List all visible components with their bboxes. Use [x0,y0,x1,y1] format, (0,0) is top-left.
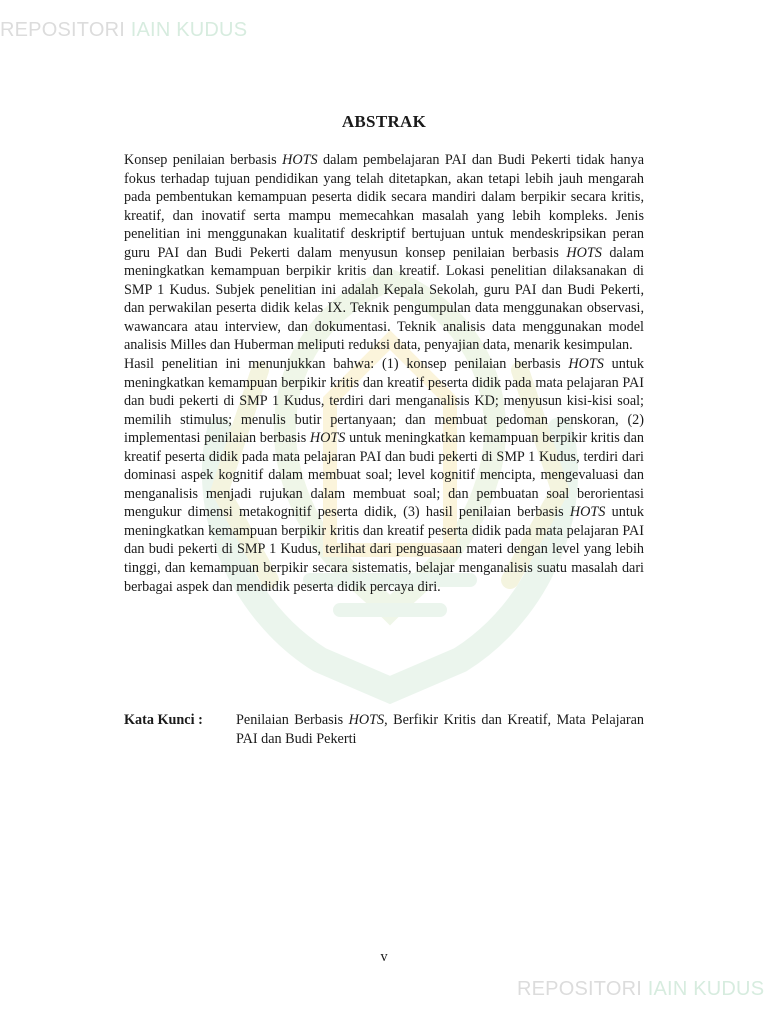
keywords-label: Kata Kunci : [124,712,203,728]
repository-watermark-bottom [517,978,764,1001]
italic-term: HOTS [348,712,385,728]
abstract-title: ABSTRAK [341,112,427,131]
page-number: v [380,949,388,965]
abstract-body [124,151,644,596]
italic-term: HOTS [282,152,318,168]
abstract-paragraph-2: Hasil penelitian ini menunjukkan bahwa: (1) konsep penilaian berbasis HOTS untuk meningkatkan kemampuan berpikir kritis dan kreatif peserta didik pada mata pelajaran PAI dan budi pekerti di SMP 1 Kudus, terdiri dari menganalisis KD; menyusun kisi-kisi soal; memilih stimulus; menulis butir pertanyaan; dan membuat pedoman penskoran, (2) implementasi penilaian berbasis HOTS untuk meningkatkan kemampuan berpikir kritis dan kreatif peserta didik pada mata pelajaran PAI dan budi pekerti di SMP 1 Kudus, terdiri dari dominasi aspek kognitif dalam membuat soal; level kognitif mencipta, mengevaluasi dan menganalisis menjadi rujukan dalam membuat soal; dan pembuatan soal berorientasi mengukur dimensi metakognitif peserta didik, (3) hasil penilaian berbasis HOTS untuk meningkatkan kemampuan berpikir kritis dan kreatif peserta didik pada mata pelajaran PAI dan budi pekerti di SMP 1 Kudus, terlihat dari penguasaan materi dengan level yang lebih tinggi, dan kemampuan berpikir secara sistematis, belajar menganalisis suatu masalah dari berbagai aspek dan mendidik peserta didik percaya diri. [124,356,644,595]
keywords-text: Penilaian Berbasis HOTS, Berfikir Kritis dan Kreatif, Mata Pelajaran PAI dan Budi Pekerti [236,712,644,747]
watermark-part2: IAIN KUDUS [647,978,765,1000]
watermark-part1: REPOSITORI [517,978,642,1000]
keywords-section [124,711,644,749]
italic-term: HOTS [566,244,602,261]
italic-term: HOTS [309,430,346,447]
italic-term: HOTS [569,504,606,521]
repository-watermark-top [0,19,247,42]
watermark-part1: REPOSITORI [0,19,125,41]
watermark-part2: IAIN KUDUS [130,19,248,41]
abstract-paragraph-1: Konsep penilaian berbasis HOTS dalam pembelajaran PAI dan Budi Pekerti tidak hanya fokus terhadap tujuan pendidikan yang telah ditetapkan, akan tetapi lebih jauh mengarah pada pembentukan kemampuan peserta didik secara mandiri dalam berpikir secara kritis, kreatif, dan inovatif serta mampu memecahkan masalah yang lebih kompleks. Jenis penelitian ini menggunakan kualitatif deskriptif bertujuan untuk mendeskripsikan peran guru PAI dan Budi Pekerti dalam menyusun konsep penilaian berbasis HOTS dalam meningkatkan kemampuan berpikir kritis dan kreatif. Lokasi penelitian dilaksanakan di SMP 1 Kudus. Subjek penelitian ini adalah Kepala Sekolah, guru PAI dan Budi Pekerti, dan perwakilan peserta didik kelas IX. Teknik pengumpulan data menggunakan observasi, wawancara atau interview, dan dokumentasi. Teknik analisis data menggunakan model analisis Milles dan Huberman meliputi reduksi data, penyajian data, menarik kesimpulan. [124,152,644,354]
italic-term: HOTS [568,356,604,373]
